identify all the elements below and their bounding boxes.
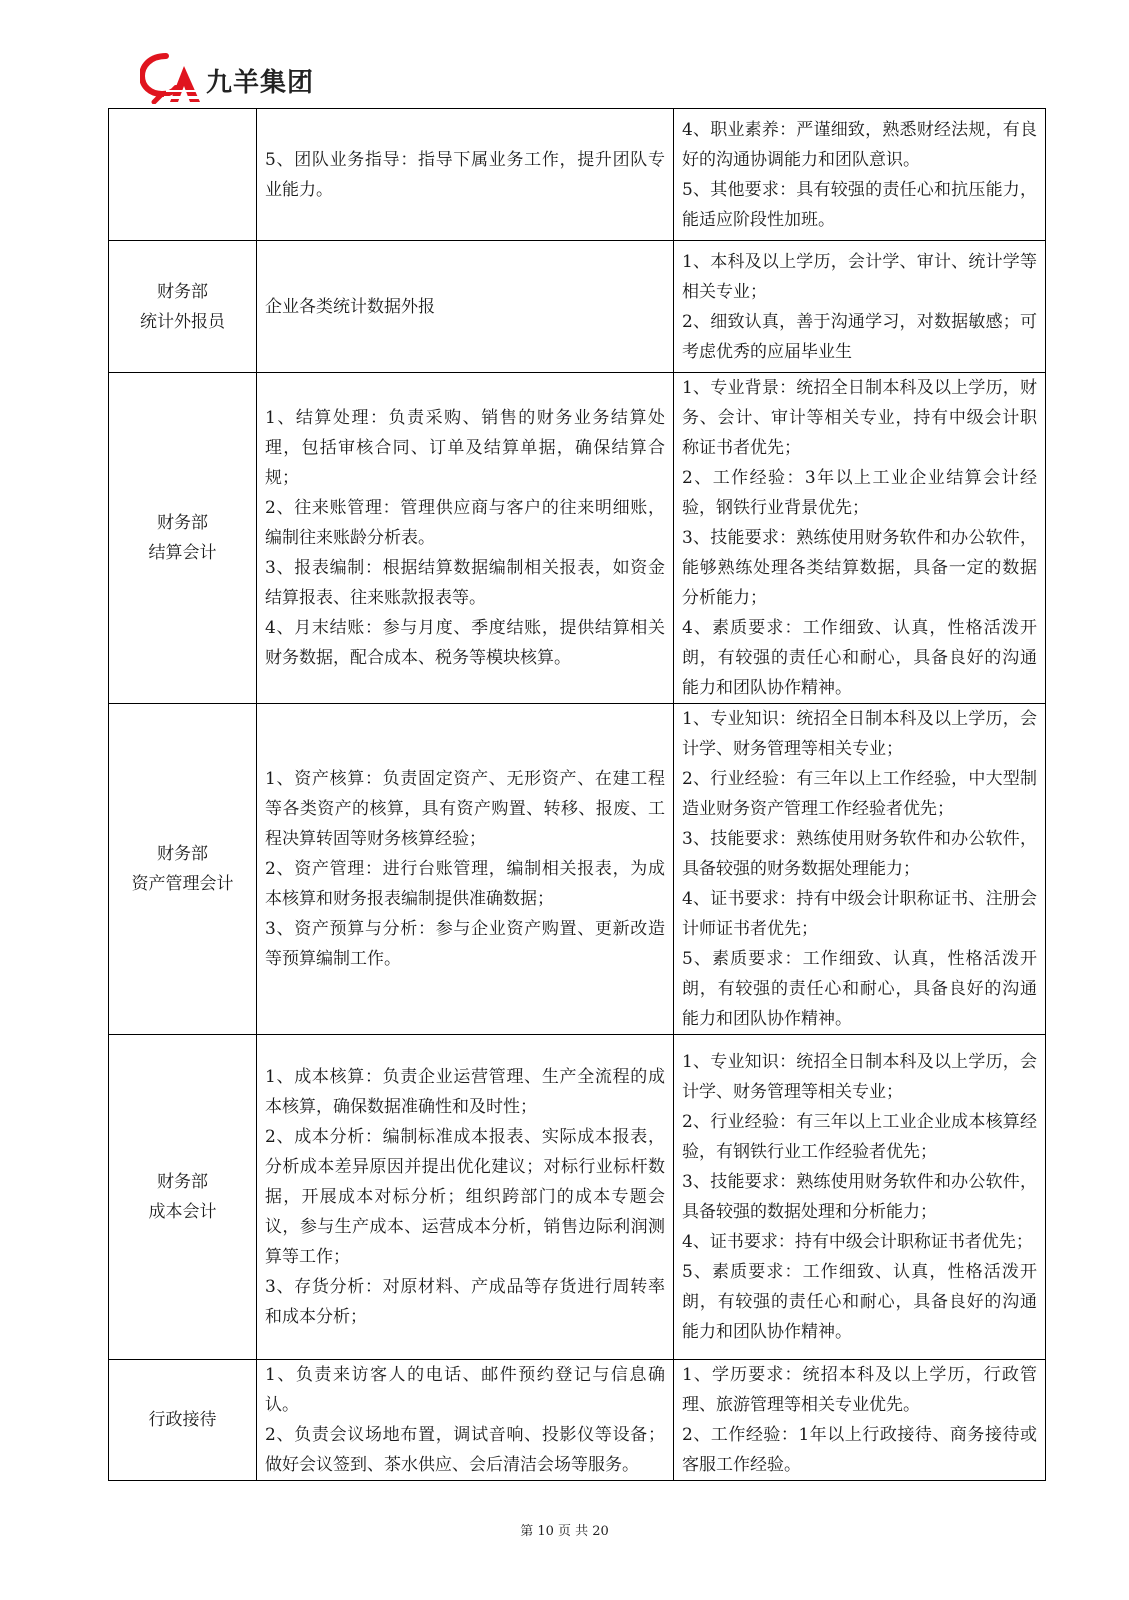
duty-item: 2、成本分析：编制标准成本报表、实际成本报表，分析成本差异原因并提出优化建议；对标行业标杆数据，开展成本对标分析；组织跨部门的成本专题会议，参与生产成本、运营成本分析，销售边际利润测算等工作； <box>265 1127 665 1267</box>
requirement-item: 2、细致认真，善于沟通学习，对数据敏感；可考虑优秀的应届毕业生 <box>682 311 1037 362</box>
requirement-item: 1、专业知识：统招全日制本科及以上学历，会计学、财务管理等相关专业； <box>682 709 1037 759</box>
requirement-item: 5、素质要求：工作细致、认真，性格活泼开朗，有较强的责任心和耐心，具备良好的沟通能力和团队协作精神。 <box>682 1262 1037 1342</box>
position-title-cell <box>109 1360 257 1481</box>
position-title-line: 统计外报员 <box>140 311 225 332</box>
job-requirements-cell <box>674 1035 1046 1360</box>
requirement-item: 5、素质要求：工作细致、认真，性格活泼开朗，有较强的责任心和耐心，具备良好的沟通能力和团队协作精神。 <box>682 949 1037 1029</box>
job-row <box>109 1035 1046 1360</box>
requirement-item: 3、技能要求：熟练使用财务软件和办公软件，具备较强的财务数据处理能力； <box>682 829 1037 879</box>
requirement-item: 4、证书要求：持有中级会计职称证书者优先； <box>682 1232 1033 1252</box>
position-title-cell <box>109 109 257 241</box>
page-number: 第 10 页 共 20 <box>520 1524 609 1539</box>
job-requirements-cell <box>674 704 1046 1035</box>
duty-item: 2、资产管理：进行台账管理，编制相关报表，为成本核算和财务报表编制提供准确数据； <box>265 859 665 909</box>
page-header <box>140 52 540 104</box>
job-duties-cell <box>257 1035 674 1360</box>
position-title-line: 成本会计 <box>148 1202 217 1222</box>
job-row <box>109 1360 1046 1481</box>
requirement-item: 2、行业经验：有三年以上工业企业成本核算经验，有钢铁行业工作经验者优先； <box>682 1112 1037 1162</box>
requirement-item: 2、行业经验：有三年以上工作经验，中大型制造业财务资产管理工作经验者优先； <box>682 769 1037 819</box>
position-title-line: 资产管理会计 <box>131 874 234 894</box>
job-row <box>109 373 1046 704</box>
position-title-line: 财务部 <box>157 513 208 533</box>
position-title-line: 结算会计 <box>148 543 217 563</box>
duty-item: 5、团队业务指导：指导下属业务工作，提升团队专业能力。 <box>265 149 665 200</box>
requirement-item: 4、证书要求：持有中级会计职称证书、注册会计师证书者优先； <box>682 889 1037 939</box>
duty-item: 1、负责来访客人的电话、邮件预约登记与信息确认。 <box>265 1365 665 1415</box>
requirement-item: 2、工作经验：1年以上行政接待、商务接待或客服工作经验。 <box>682 1425 1037 1475</box>
job-duties-cell <box>257 1360 674 1481</box>
job-row <box>109 241 1046 373</box>
job-row <box>109 109 1046 241</box>
position-title-cell <box>109 373 257 704</box>
duty-item: 2、往来账管理：管理供应商与客户的往来明细账，编制往来账龄分析表。 <box>265 498 665 548</box>
requirement-item: 4、职业素养：严谨细致，熟悉财经法规，有良好的沟通协调能力和团队意识。 <box>682 119 1037 170</box>
requirement-item: 1、专业背景：统招全日制本科及以上学历，财务、会计、审计等相关专业，持有中级会计职称证书者优先； <box>682 378 1037 458</box>
job-requirements-cell <box>674 1360 1046 1481</box>
duty-item: 4、月末结账：参与月度、季度结账，提供结算相关财务数据，配合成本、税务等模块核算。 <box>265 618 665 668</box>
job-duties-cell <box>257 241 674 373</box>
requirement-item: 3、技能要求：熟练使用财务软件和办公软件，能够熟练处理各类结算数据，具备一定的数据分析能力； <box>682 528 1037 608</box>
duty-item: 3、资产预算与分析：参与企业资产购置、更新改造等预算编制工作。 <box>265 919 665 969</box>
position-title-line: 财务部 <box>157 844 208 864</box>
jiuyang-logo-icon <box>140 52 202 104</box>
duty-item: 3、存货分析：对原材料、产成品等存货进行周转率和成本分析； <box>265 1277 665 1327</box>
company-name: 九羊集团 <box>206 68 315 98</box>
position-title-cell <box>109 1035 257 1360</box>
requirement-item: 1、专业知识：统招全日制本科及以上学历，会计学、财务管理等相关专业； <box>682 1052 1037 1102</box>
job-requirements-cell <box>674 373 1046 704</box>
position-title-cell <box>109 704 257 1035</box>
job-duties-cell <box>257 704 674 1035</box>
job-duties-cell <box>257 109 674 241</box>
requirement-item: 1、本科及以上学历，会计学、审计、统计学等相关专业； <box>682 251 1037 302</box>
job-requirements-cell <box>674 109 1046 241</box>
duty-item: 企业各类统计数据外报 <box>265 296 435 317</box>
job-requirements-cell <box>674 241 1046 373</box>
position-title-line: 财务部 <box>157 1172 208 1192</box>
requirement-item: 3、技能要求：熟练使用财务软件和办公软件，具备较强的数据处理和分析能力； <box>682 1172 1037 1222</box>
duty-item: 1、结算处理：负责采购、销售的财务业务结算处理，包括审核合同、订单及结算单据，确保结算合规； <box>265 408 665 488</box>
requirement-item: 4、素质要求：工作细致、认真，性格活泼开朗，有较强的责任心和耐心，具备良好的沟通能力和团队协作精神。 <box>682 618 1037 698</box>
duty-item: 2、负责会议场地布置，调试音响、投影仪等设备；做好会议签到、茶水供应、会后清洁会场等服务。 <box>265 1425 665 1475</box>
job-table <box>108 108 1046 1481</box>
job-duties-cell <box>257 373 674 704</box>
requirement-item: 5、其他要求：具有较强的责任心和抗压能力，能适应阶段性加班。 <box>682 179 1037 230</box>
position-title-line: 财务部 <box>157 281 208 302</box>
requirement-item: 1、学历要求：统招本科及以上学历，行政管理、旅游管理等相关专业优先。 <box>682 1365 1037 1415</box>
requirement-item: 2、工作经验：3年以上工业企业结算会计经验，钢铁行业背景优先； <box>682 468 1037 518</box>
position-title-line: 行政接待 <box>148 1410 217 1430</box>
position-title-cell <box>109 241 257 373</box>
job-row <box>109 704 1046 1035</box>
duty-item: 1、成本核算：负责企业运营管理、生产全流程的成本核算，确保数据准确性和及时性； <box>265 1067 665 1117</box>
duty-item: 3、报表编制：根据结算数据编制相关报表，如资金结算报表、往来账款报表等。 <box>265 558 665 608</box>
duty-item: 1、资产核算：负责固定资产、无形资产、在建工程等各类资产的核算，具有资产购置、转移、报废、工程决算转固等财务核算经验； <box>265 769 665 849</box>
